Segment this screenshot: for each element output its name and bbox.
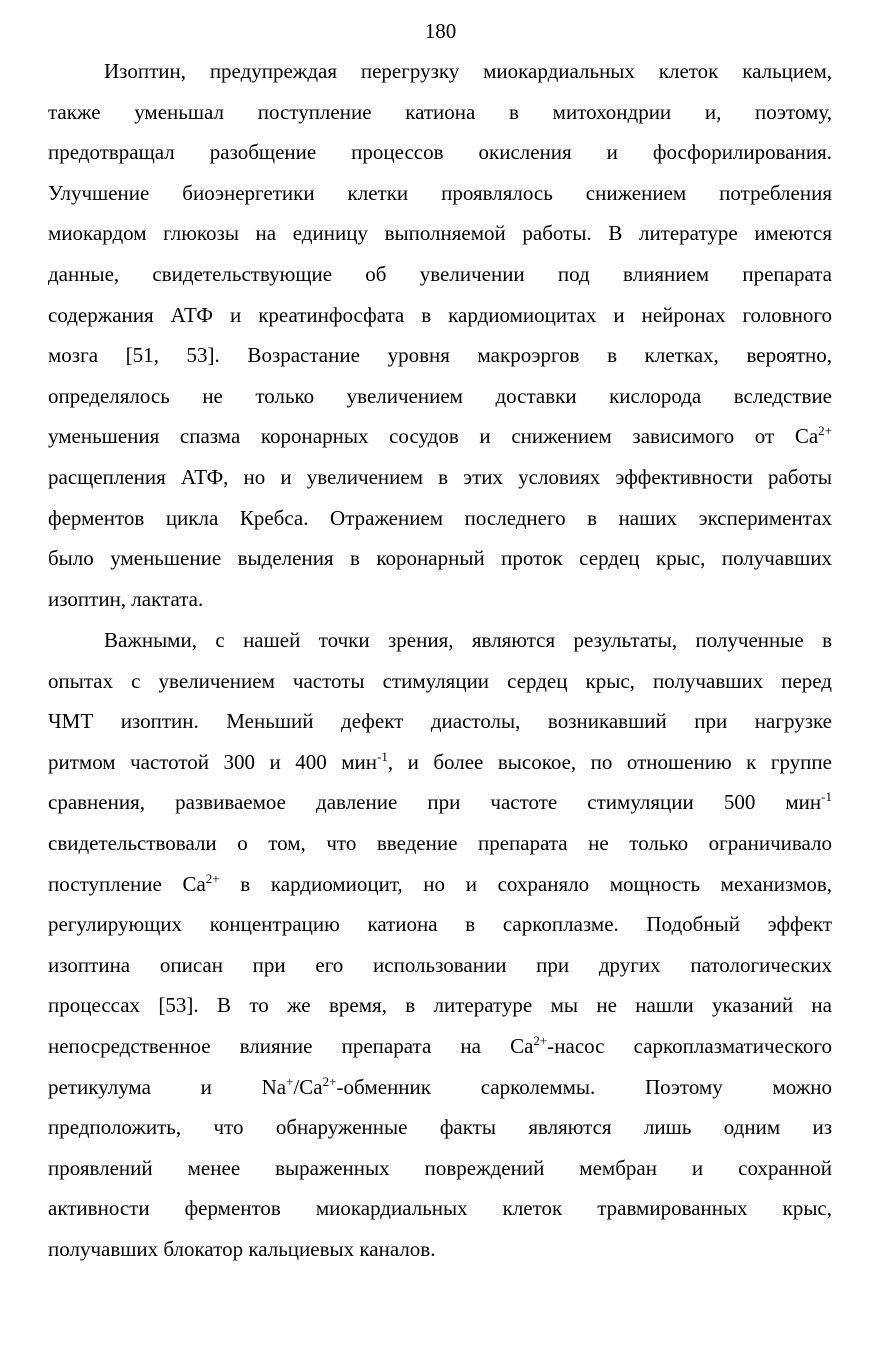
superscript: 2+ bbox=[205, 870, 220, 886]
text-segment: , и более высокое, по отношению к группе bbox=[387, 749, 832, 774]
text-line bbox=[48, 579, 832, 620]
paragraph-1 bbox=[48, 51, 832, 619]
text-line bbox=[48, 742, 832, 783]
text-line bbox=[48, 1026, 832, 1067]
text-line bbox=[48, 782, 832, 823]
superscript: -1 bbox=[821, 789, 832, 805]
text-segment: содержания АТФ и креатинфосфата в кардиомиоцитах и нейронах головного bbox=[48, 302, 832, 327]
text-segment: сравнения, развиваемое давление при частоте стимуляции 500 мин bbox=[48, 790, 822, 815]
superscript: -1 bbox=[377, 748, 388, 764]
text-segment: данные, свидетельствующие об увеличении под влиянием препарата bbox=[48, 261, 832, 286]
text-segment: ЧМТ изоптин. Меньший дефект диастолы, возникавший при нагрузке bbox=[48, 709, 832, 734]
text-line bbox=[48, 1148, 832, 1189]
text-line bbox=[48, 1067, 832, 1108]
text-line bbox=[48, 945, 832, 986]
text-segment: было уменьшение выделения в коронарный проток сердец крыс, получавших bbox=[48, 546, 832, 571]
text-segment: непосредственное влияние препарата на Ca bbox=[48, 1033, 534, 1058]
text-segment: процессах [53]. В то же время, в литературе мы не нашли указаний на bbox=[48, 993, 832, 1018]
text-line bbox=[48, 416, 832, 457]
text-segment: определялось не только увеличением доставки кислорода вследствие bbox=[48, 383, 832, 408]
text-segment: получавших блокатор кальциевых каналов. bbox=[48, 1236, 436, 1261]
text-segment: -обменник сарколеммы. Поэтому можно bbox=[336, 1074, 832, 1099]
text-segment: Важными, с нашей точки зрения, являются результаты, полученные в bbox=[104, 628, 832, 652]
page-number: 180 bbox=[424, 19, 457, 43]
text-segment: изоптина описан при его использовании при других патологических bbox=[48, 952, 832, 977]
text-segment: проявлений менее выраженных повреждений мембран и сохранной bbox=[48, 1155, 832, 1180]
text-line bbox=[48, 701, 832, 742]
text-line bbox=[48, 661, 832, 702]
text-segment: также уменьшал поступление катиона в митохондрии и, поэтому, bbox=[48, 99, 832, 124]
text-segment: регулирующих концентрацию катиона в саркоплазме. Подобный эффект bbox=[48, 912, 832, 937]
text-segment: Изоптин, предупреждая перегрузку миокардиальных клеток кальцием, bbox=[104, 59, 832, 83]
text-line bbox=[48, 498, 832, 539]
text-segment: Улучшение биоэнергетики клетки проявлялось снижением потребления bbox=[48, 180, 832, 205]
text-segment: предотвращал разобщение процессов окисления и фосфорилирования. bbox=[48, 140, 832, 165]
text-segment: -насос саркоплазматического bbox=[547, 1033, 832, 1058]
text-segment: расщепления АТФ, но и увеличением в этих условиях эффективности работы bbox=[48, 464, 832, 489]
paragraph-2 bbox=[48, 620, 832, 1270]
text-line bbox=[48, 335, 832, 376]
text-line bbox=[48, 823, 832, 864]
text-line bbox=[48, 51, 832, 92]
text-segment: ритмом частотой 300 и 400 мин bbox=[48, 749, 378, 774]
text-segment: /Ca bbox=[293, 1074, 323, 1099]
text-line bbox=[48, 457, 832, 498]
superscript: 2+ bbox=[818, 423, 832, 439]
superscript: 2+ bbox=[533, 1032, 548, 1048]
text-line bbox=[48, 1229, 832, 1270]
text-segment: миокардом глюкозы на единицу выполняемой работы. В литературе имеются bbox=[48, 221, 832, 246]
text-segment: ферментов цикла Кребса. Отражением последнего в наших экспериментах bbox=[48, 505, 832, 530]
text-line bbox=[48, 173, 832, 214]
text-line bbox=[48, 132, 832, 173]
text-segment: свидетельствовали о том, что введение препарата не только ограничивало bbox=[48, 830, 832, 855]
text-line bbox=[48, 254, 832, 295]
text-line bbox=[48, 1107, 832, 1148]
text-line bbox=[48, 92, 832, 133]
text-line bbox=[48, 376, 832, 417]
text-segment: в кардиомиоцит, но и сохраняло мощность механизмов, bbox=[219, 871, 832, 896]
text-line bbox=[48, 295, 832, 336]
text-segment: активности ферментов миокардиальных клеток травмированных крыс, bbox=[48, 1196, 832, 1221]
text-segment: уменьшения спазма коронарных сосудов и снижением зависимого от Ca bbox=[48, 424, 819, 449]
text-line bbox=[48, 620, 832, 661]
text-segment: мозга [51, 53]. Возрастание уровня макроэргов в клетках, вероятно, bbox=[48, 343, 832, 368]
text-line bbox=[48, 985, 832, 1026]
text-segment: опытах с увеличением частоты стимуляции сердец крыс, получавших перед bbox=[48, 668, 832, 693]
text-line bbox=[48, 904, 832, 945]
superscript: + bbox=[286, 1073, 294, 1089]
text-segment: ретикулума и Na bbox=[48, 1074, 287, 1099]
text-line bbox=[48, 213, 832, 254]
text-line bbox=[48, 864, 832, 905]
text-line bbox=[48, 1188, 832, 1229]
text-segment: изоптин, лактата. bbox=[48, 586, 204, 611]
text-segment: поступление Ca bbox=[48, 871, 206, 896]
text-segment: предположить, что обнаруженные факты являются лишь одним из bbox=[48, 1115, 832, 1140]
text-line bbox=[48, 538, 832, 579]
superscript: 2+ bbox=[322, 1073, 337, 1089]
